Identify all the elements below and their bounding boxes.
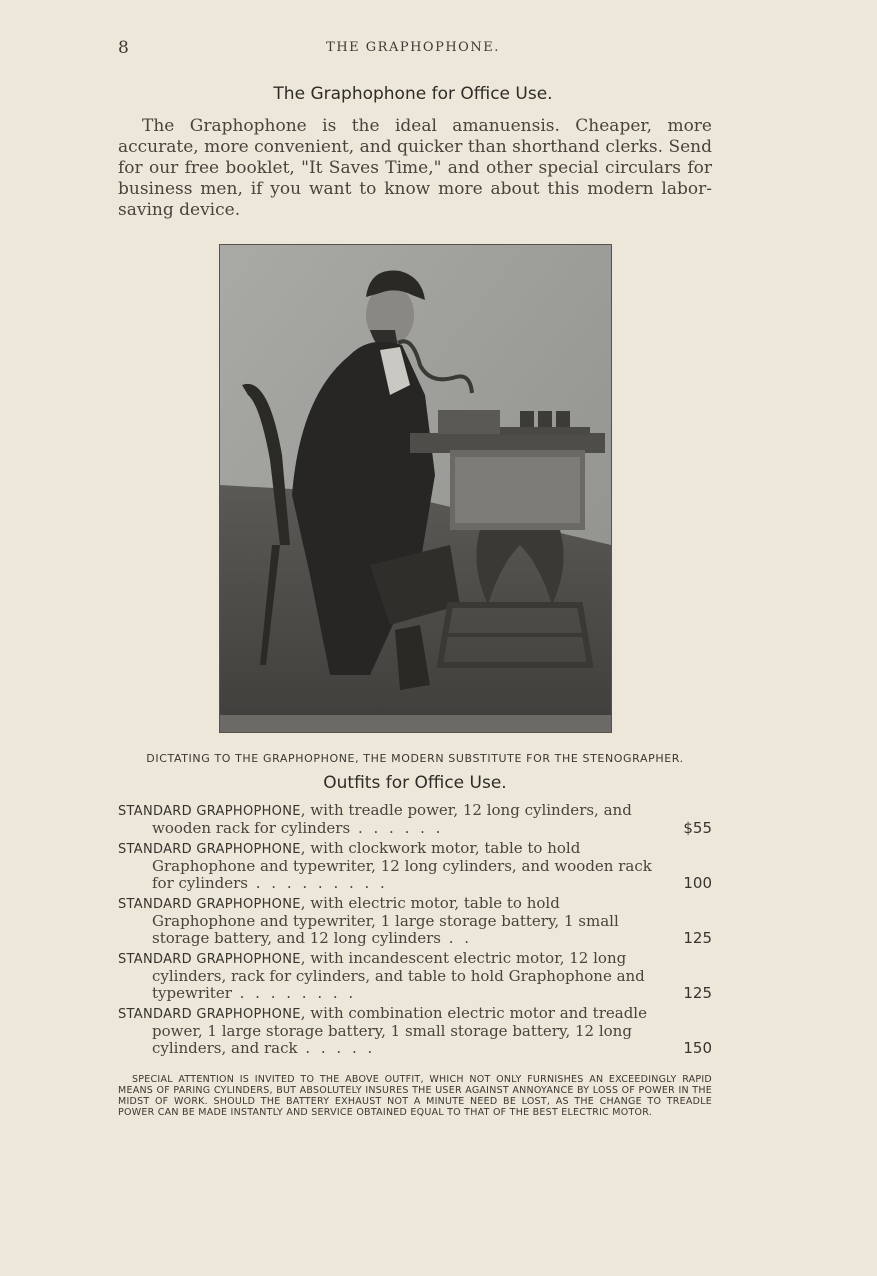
dot-leader: . . . . . . . . . bbox=[248, 874, 388, 892]
outfit-name: STANDARD GRAPHOPHONE bbox=[118, 952, 301, 967]
dictation-photo bbox=[219, 244, 612, 733]
outfit-description: , with incandescent electric motor, 12 long cylinders, rack for cylinders, and table to hold Graphophone and typewriter bbox=[152, 949, 645, 1002]
photo-caption: DICTATING TO THE GRAPHOPHONE, THE MODERN SUBSTITUTE FOR THE STENOGRAPHER. bbox=[146, 752, 684, 765]
outfit-item bbox=[118, 840, 712, 892]
outfit-price: 100 bbox=[683, 874, 712, 892]
outfit-price: 125 bbox=[683, 984, 712, 1002]
outfit-name: STANDARD GRAPHOPHONE bbox=[118, 804, 301, 819]
special-attention-note: SPECIAL ATTENTION IS INVITED TO THE ABOVE OUTFIT, WHICH NOT ONLY FURNISHES AN EXCEEDINGLY RAPID MEANS OF PARING CYLINDERS, BUT ABSOLUTELY INSURES THE USER AGAINST ANNOYANCE BY LOSS OF POWER IN THE MIDST OF WORK. SHOULD THE BATTERY EXHAUST NOT A MINUTE NEED BE LOST, AS THE CHANGE TO TREADLE POWER CAN BE MADE INSTANTLY AND SERVICE OBTAINED EQUAL TO THAT OF THE BEST ELECTRIC MOTOR. bbox=[118, 1074, 712, 1118]
outfit-item bbox=[118, 895, 712, 947]
dot-leader: . . bbox=[440, 929, 473, 947]
outfit-list bbox=[118, 802, 712, 1060]
outfit-description: , with treadle power, 12 long cylinders, and wooden rack for cylinders bbox=[152, 801, 632, 837]
intro-paragraph: The Graphophone is the ideal amanuensis. Cheaper, more accurate, more convenient, and quicker than shorthand clerks. Send for our free booklet, "It Saves Time," and other special circulars for business men, if you want to know more about this modern labor-saving device. bbox=[118, 116, 712, 220]
outfit-description: , with clockwork motor, table to hold Graphophone and typewriter, 12 long cylinders, and wooden rack for cylinders bbox=[152, 839, 652, 892]
outfits-title: Outfits for Office Use. bbox=[323, 773, 507, 793]
outfit-name: STANDARD GRAPHOPHONE bbox=[118, 897, 301, 912]
dot-leader: . . . . . . bbox=[350, 819, 444, 837]
page-number: 8 bbox=[118, 38, 129, 58]
running-head bbox=[118, 38, 708, 58]
outfit-name: STANDARD GRAPHOPHONE bbox=[118, 1007, 301, 1022]
dot-leader: . . . . . bbox=[297, 1039, 376, 1057]
outfit-description: , with combination electric motor and treadle power, 1 large storage battery, 1 small storage battery, 12 long cylinders, and rack bbox=[152, 1004, 647, 1057]
outfit-item bbox=[118, 950, 712, 1002]
outfit-name: STANDARD GRAPHOPHONE bbox=[118, 842, 301, 857]
section-title: The Graphophone for Office Use. bbox=[273, 84, 553, 104]
running-title: THE GRAPHOPHONE. bbox=[326, 40, 500, 55]
outfit-price: 125 bbox=[683, 929, 712, 947]
outfit-price: 150 bbox=[683, 1039, 712, 1057]
outfit-price: $55 bbox=[683, 819, 712, 837]
outfit-description: , with electric motor, table to hold Graphophone and typewriter, 1 large storage battery, 1 small storage battery, and 12 long cylinders bbox=[152, 894, 619, 947]
photo-illustration bbox=[220, 245, 611, 732]
outfit-item bbox=[118, 1005, 712, 1057]
outfit-item bbox=[118, 802, 712, 837]
dot-leader: . . . . . . . . bbox=[231, 984, 357, 1002]
